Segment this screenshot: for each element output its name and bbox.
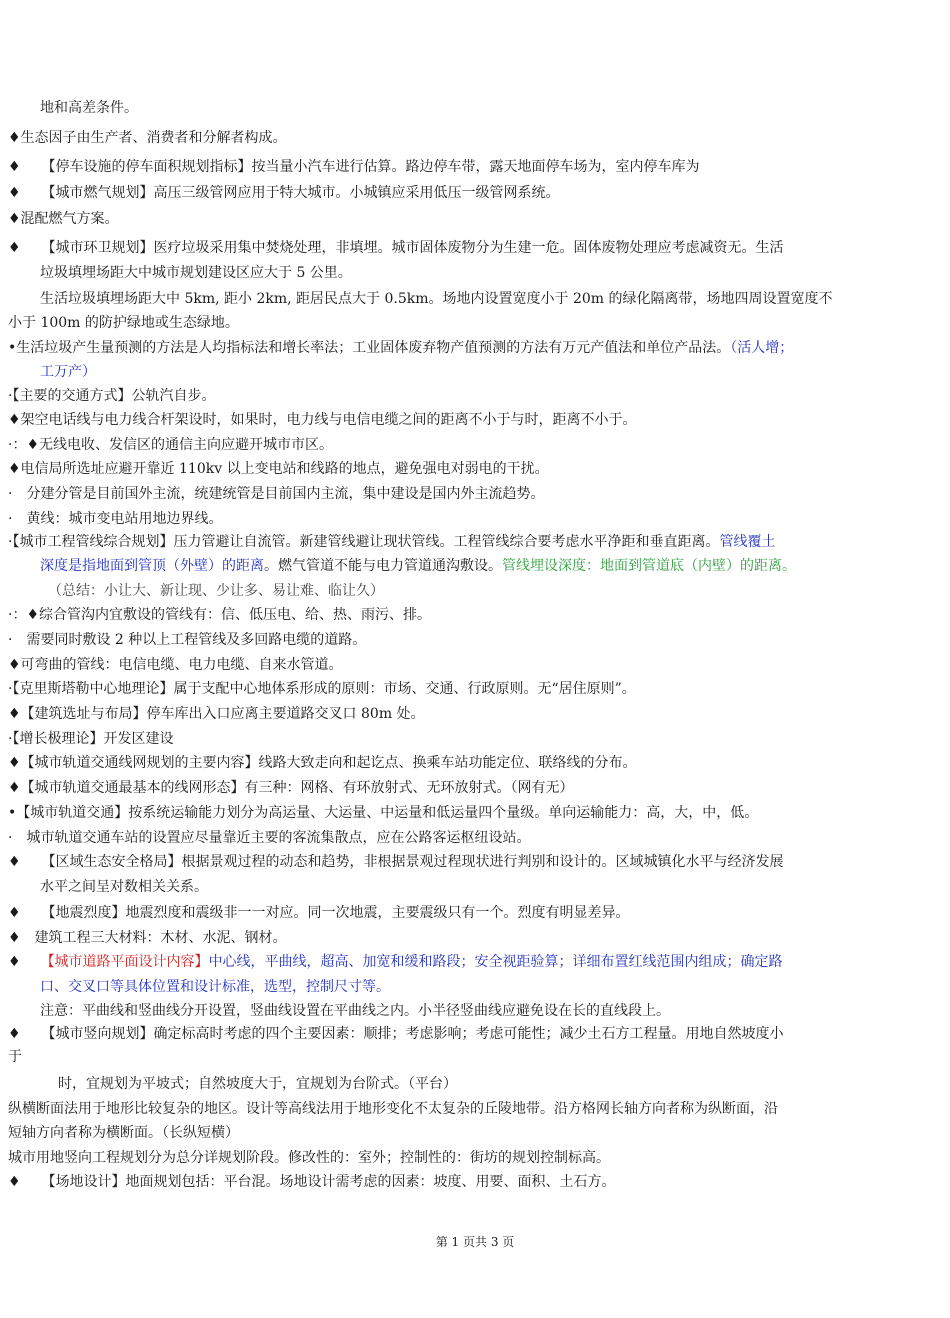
- highlighted-text: 深度是指地面到管顶（外壁）的距离: [40, 558, 264, 574]
- text-line: •【城市轨道交通】按系统运输能力划分为高运量、大运量、中运量和低运量四个量级。单向运输能力：高，大，中，低。: [8, 805, 759, 821]
- text-line: 生活垃圾填埋场距大中 5km, 距小 2km, 距居民点大于 0.5km。场地内设置宽度小于 20m 的绿化隔离带，场地四周设置宽度不: [40, 291, 833, 307]
- text-line: 于: [8, 1049, 22, 1065]
- text-line: ♦ 【区域生态安全格局】根据景观过程的动态和趋势，非根据景观过程现状进行判别和设计的。区域城镇化水平与经济发展: [8, 854, 784, 870]
- text-line: ♦ 【城市燃气规划】高压三级管网应用于特大城市。小城镇应采用低压一级管网系统。: [8, 185, 560, 201]
- text-line: 纵横断面法用于地形比较复杂的地区。设计等高线法用于地形变化不太复杂的丘陵地带。沿方格网长轴方向者称为纵断面，沿: [8, 1101, 778, 1117]
- text-line: （总结：小让大、新让现、少让多、易让难、临让久）: [48, 583, 384, 599]
- text-line: [8, 532, 775, 552]
- highlighted-text: 工万产）: [40, 364, 96, 380]
- highlighted-text: 口、交叉口等具体位置和设计标准，选型，控制尺寸等。: [40, 979, 390, 995]
- text-line: [8, 952, 783, 972]
- text-line: ♦ 【城市环卫规划】医疗垃圾采用集中焚烧处理，非填埋。城市固体废物分为生建一危。固体废物处理应考虑减资无。生活: [8, 240, 784, 256]
- text-line: ♦ 【城市竖向规划】确定标高时考虑的四个主要因素：顺排；考虑影响；考虑可能性；减少土石方工程量。用地自然坡度小: [8, 1026, 784, 1042]
- text-line: 小于 100m 的防护绿地或生态绿地。: [8, 315, 239, 331]
- text-line: ♦生态因子由生产者、消费者和分解者构成。: [8, 130, 287, 146]
- text-line: ♦【城市轨道交通最基本的线网形态】有三种：网格、有环放射式、无环放射式。（网有无）: [8, 780, 574, 796]
- text-line: ·【增长极理论】开发区建设: [8, 731, 174, 747]
- text-line: 注意：平曲线和竖曲线分开设置，竖曲线设置在平曲线之内。小半径竖曲线应避免设在长的直线段上。: [40, 1003, 670, 1019]
- highlighted-heading: 【城市道路平面设计内容】: [40, 954, 209, 970]
- bullet-icon: ♦: [8, 954, 21, 970]
- text-line: ·：♦无线电收、发信区的通信主向应避开城市市区。: [8, 437, 333, 453]
- highlighted-text: （活人增；: [730, 340, 794, 356]
- text-line: · 城市轨道交通车站的设置应尽量靠近主要的客流集散点，应在公路客运枢纽设站。: [8, 830, 531, 846]
- text-line: 垃圾填埋场距大中城市规划建设区应大于 5 公里。: [40, 265, 352, 281]
- highlighted-text: 管线覆土: [719, 534, 776, 550]
- text-line: [40, 556, 796, 576]
- text-line: · 分建分管是目前国外主流，统建统管是目前国内主流，集中建设是国内外主流趋势。: [8, 486, 545, 502]
- text-line: ·：♦综合管沟内宜敷设的管线有：信、低压电、给、热、雨污、排。: [8, 607, 431, 623]
- text-line: 时，宜规划为平坡式；自然坡度大于，宜规划为台阶式。（平台）: [58, 1076, 457, 1092]
- text-line: ♦混配燃气方案。: [8, 211, 119, 227]
- text-line: ♦【城市轨道交通线网规划的主要内容】线路大致走向和起讫点、换乘车站功能定位、联络线的分布。: [8, 755, 637, 771]
- text-line: ♦可弯曲的管线：电信电缆、电力电缆、自来水管道。: [8, 657, 343, 673]
- text-line: ♦ 建筑工程三大材料：木材、水泥、钢材。: [8, 930, 287, 946]
- text-line: [8, 338, 793, 358]
- text-line: ♦【建筑选址与布局】停车库出入口应离主要道路交叉口 80m 处。: [8, 706, 425, 722]
- text-segment: •生活垃圾产生量预测的方法是人均指标法和增长率法；工业固体废弃物产值预测的方法有万元产值法和单位产品法。: [8, 340, 731, 356]
- page-footer: 第 1 页共 3 页: [435, 1235, 515, 1249]
- text-line: · 需要同时敷设 2 种以上工程管线及多回路电缆的道路。: [8, 632, 367, 648]
- text-line: 短轴方向者称为横断面。（长纵短横）: [8, 1125, 239, 1141]
- text-line: ·【克里斯塔勒中心地理论】属于支配中心地体系形成的原则：市场、交通、行政原则。无“居住原则”。: [8, 681, 636, 697]
- text-line: ♦电信局所选址应避开靠近 110kv 以上变电站和线路的地点，避免强电对弱电的干扰。: [8, 461, 549, 477]
- text-line: · 黄线：城市变电站用地边界线。: [8, 511, 223, 527]
- text-line: ♦ 【停车设施的停车面积规划指标】按当量小汽车进行估算。路边停车带，露天地面停车场为，室内停车库为: [8, 159, 700, 175]
- text-line: ·【主要的交通方式】公轨汽自步。: [8, 388, 216, 404]
- text-line: ♦架空电话线与电力线合杆架设时，如果时，电力线与电信电缆之间的距离不小于与时，距离不小于。: [8, 412, 637, 428]
- highlighted-text: 管线埋设深度：地面到管道底（内壁）的距离。: [502, 558, 796, 574]
- text-segment: ·【城市工程管线综合规划】压力管避让自流管。新建管线避让现状管线。工程管线综合要考虑水平净距和垂直距离。: [8, 534, 720, 550]
- text-line: ♦ 【场地设计】地面规划包括：平台混。场地设计需考虑的因素：坡度、用要、面积、土石方。: [8, 1174, 616, 1190]
- text-line: 水平之间呈对数相关关系。: [40, 879, 208, 895]
- text-line: ♦ 【地震烈度】地震烈度和震级非一一对应。同一次地震，主要震级只有一个。烈度有明显差异。: [8, 905, 630, 921]
- highlighted-text: 中心线，平曲线，超高、加宽和缓和路段；安全视距验算；详细布置红线范围内组成；确定路: [208, 954, 783, 970]
- text-line: 地和高差条件。: [40, 100, 138, 116]
- text-line: 城市用地竖向工程规划分为总分详规划阶段。修改性的：室外；控制性的：街坊的规划控制标高。: [8, 1150, 610, 1166]
- text-segment: 。燃气管道不能与电力管道通沟敷设。: [264, 558, 502, 574]
